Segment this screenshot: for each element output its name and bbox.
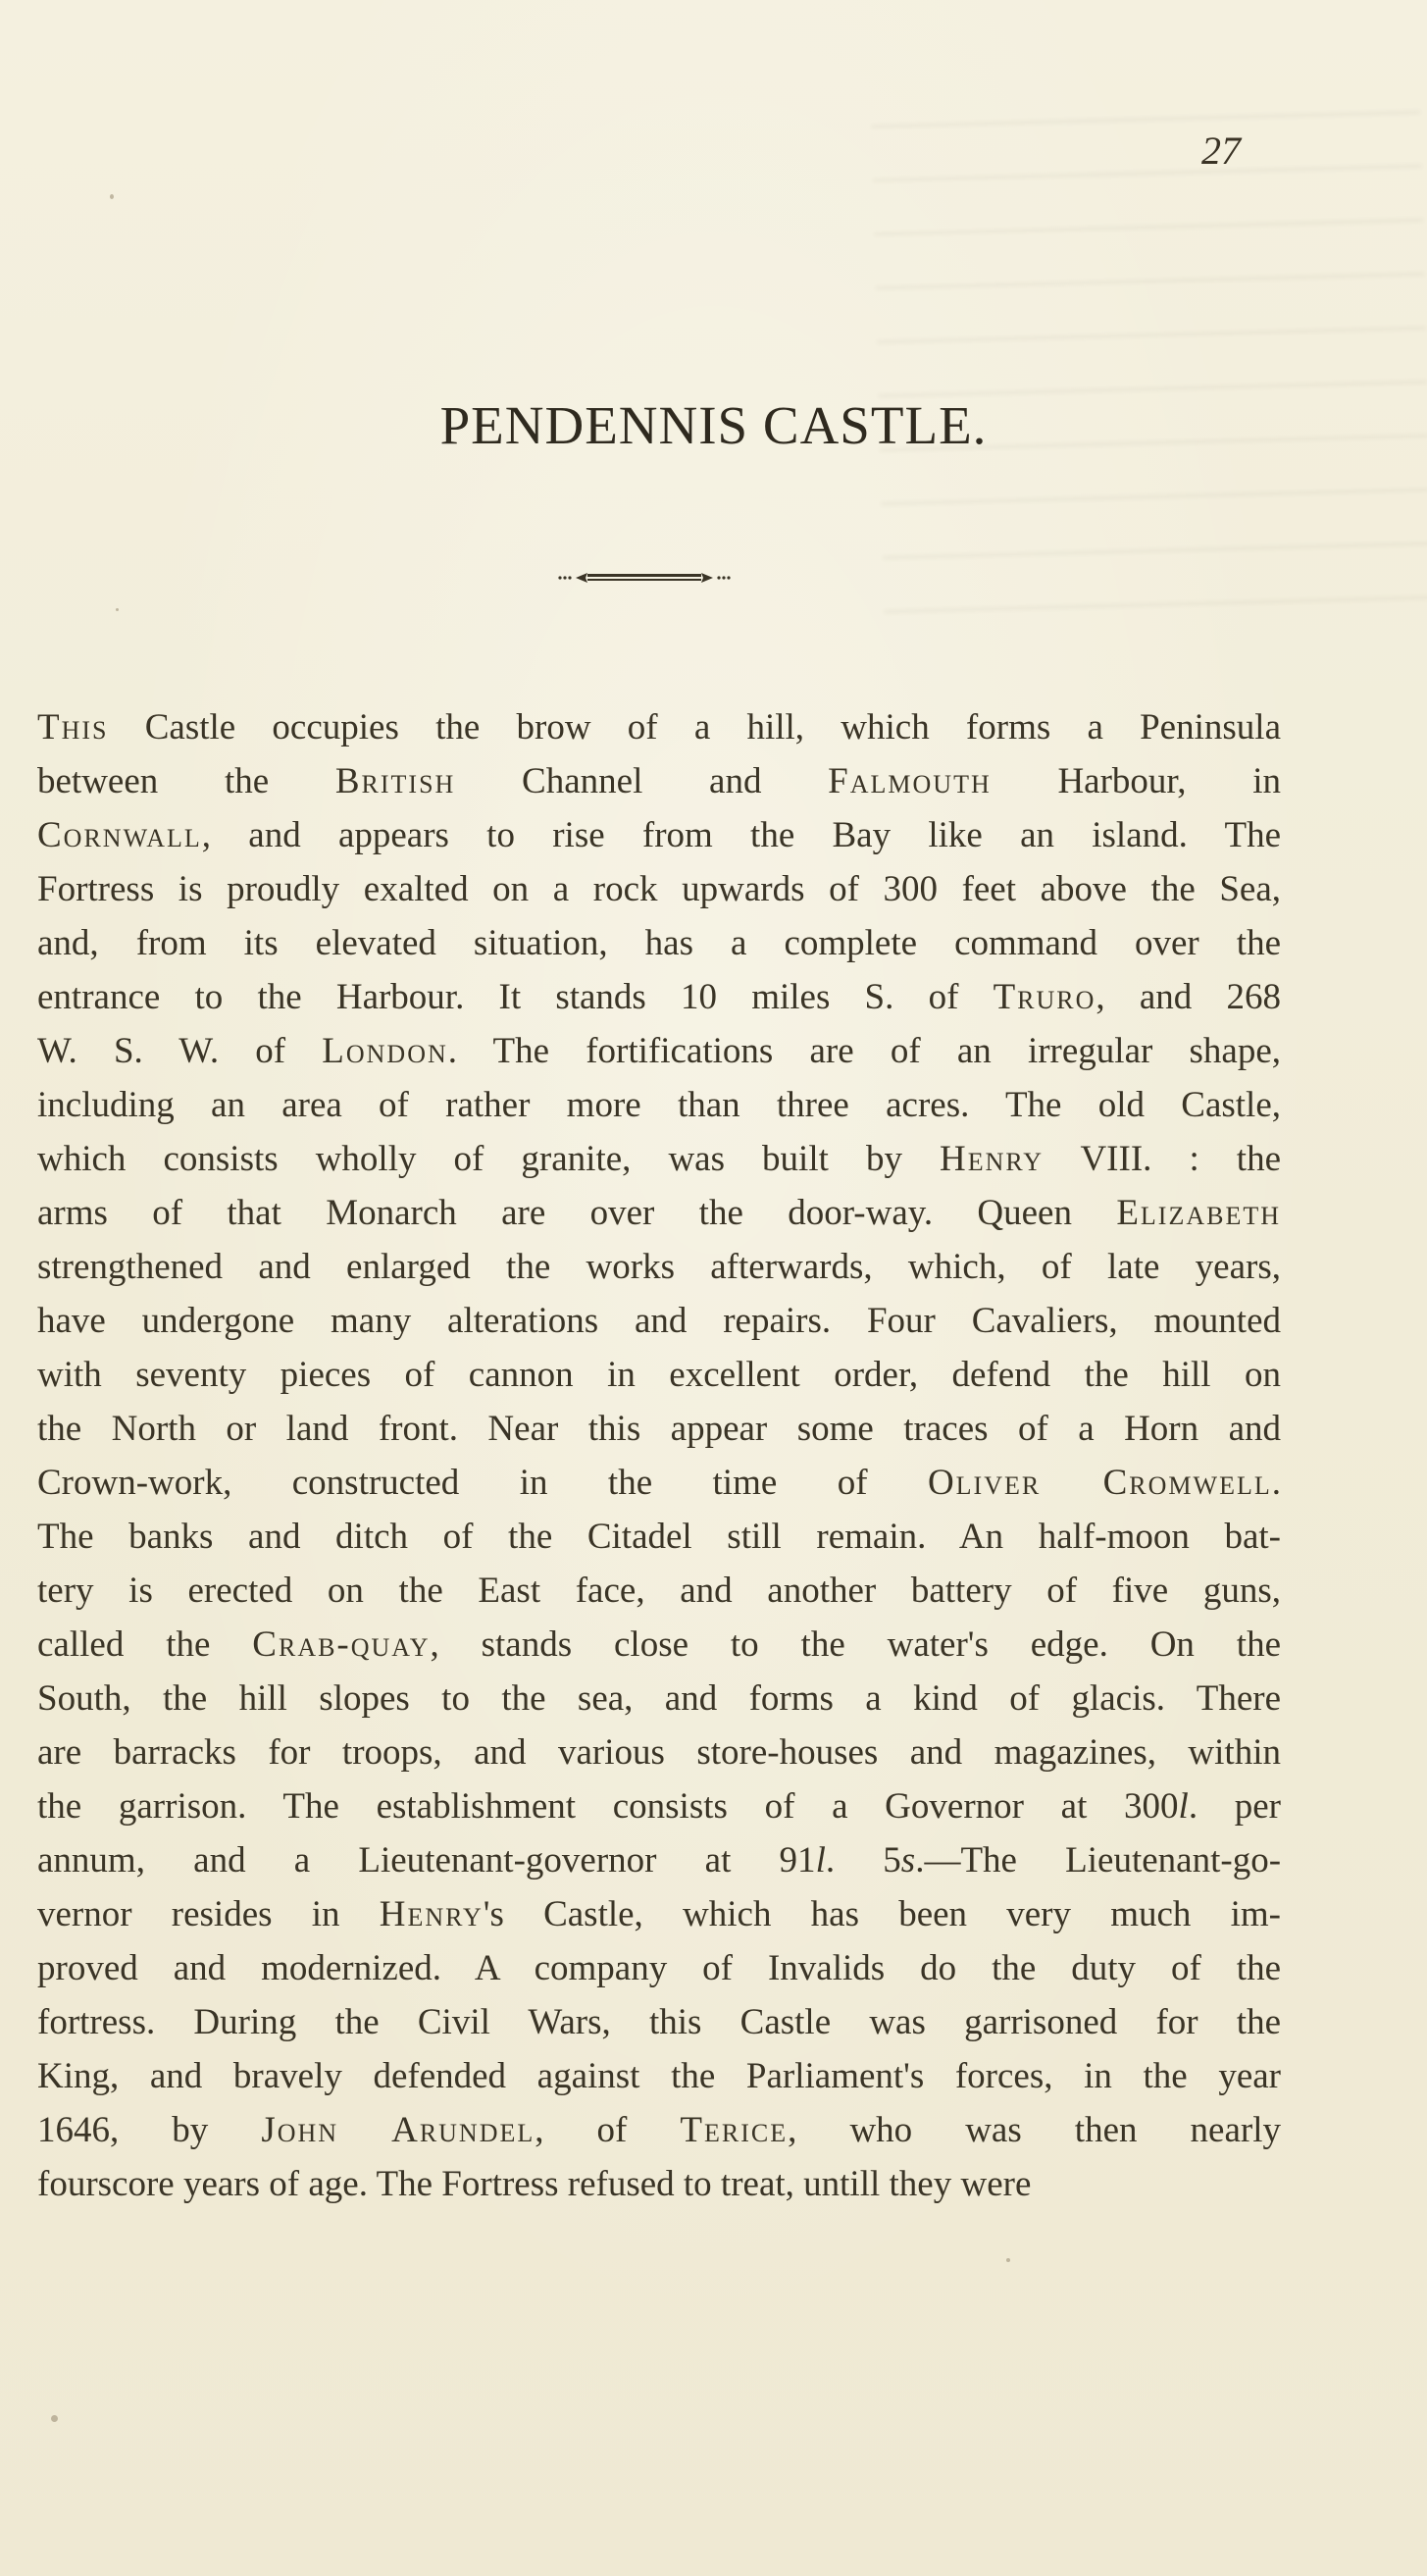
paper-speck: [116, 608, 119, 611]
text-line-19: South, the hill slopes to the sea, and forms a kind of glacis. There: [37, 1678, 1281, 1719]
text-line-24: proved and modernized. A company of Invalids do the duty of the: [37, 1948, 1281, 1988]
text-line-21: the garrison. The establishment consists of a Governor at 300l. per: [37, 1786, 1281, 1827]
text-line-10: arms of that Monarch are over the door-way. Queen Elizabeth: [37, 1193, 1281, 1233]
show-through-bleed: [871, 111, 1427, 635]
text-line-11: strengthened and enlarged the works afterwards, which, of late years,: [37, 1247, 1281, 1287]
text-line-20: are barracks for troops, and various store-houses and magazines, within: [37, 1732, 1281, 1773]
text-line-15: Crown-work, constructed in the time of Oliver Cromwell.: [37, 1463, 1281, 1503]
text-line-27: 1646, by John Arundel, of Terice, who was then nearly: [37, 2110, 1281, 2150]
paper-speck: [51, 2415, 58, 2422]
paper-speck: [110, 194, 114, 199]
text-line-1: This Castle occupies the brow of a hill, which forms a Peninsula: [37, 707, 1281, 747]
page-number: 27: [1201, 129, 1241, 173]
text-line-18: called the Crab-quay, stands close to the water's edge. On the: [37, 1624, 1282, 1665]
paper-speck: [1006, 2258, 1010, 2262]
text-line-22: annum, and a Lieutenant-governor at 91l. 5s.—The Lieutenant-go-: [37, 1840, 1282, 1880]
text-line-9: which consists wholly of granite, was built by Henry VIII. : the: [37, 1139, 1281, 1179]
body-paragraph: [37, 700, 1281, 2211]
text-line-5: and, from its elevated situation, has a complete command over the: [37, 923, 1281, 963]
text-line-8: including an area of rather more than three acres. The old Castle,: [37, 1085, 1281, 1125]
text-line-4: Fortress is proudly exalted on a rock upwards of 300 feet above the Sea,: [37, 869, 1281, 909]
text-line-26: King, and bravely defended against the Parliament's forces, in the year: [37, 2056, 1281, 2096]
text-line-14: the North or land front. Near this appear some traces of a Horn and: [37, 1409, 1281, 1449]
text-line-13: with seventy pieces of cannon in excellent order, defend the hill on: [37, 1355, 1281, 1395]
chapter-title: PENDENNIS CASTLE.: [439, 395, 988, 455]
text-line-25: fortress. During the Civil Wars, this Castle was garrisoned for the: [37, 2002, 1281, 2042]
ornament-divider-icon: [556, 571, 733, 585]
text-line-16: The banks and ditch of the Citadel still remain. An half-moon bat-: [37, 1517, 1281, 1557]
text-line-6: entrance to the Harbour. It stands 10 miles S. of Truro, and 268: [37, 977, 1281, 1017]
text-line-17: tery is erected on the East face, and another battery of five guns,: [37, 1571, 1281, 1611]
text-line-3: Cornwall, and appears to rise from the Bay like an island. The: [37, 815, 1281, 855]
text-line-28: fourscore years of age. The Fortress refused to treat, untill they were: [37, 2164, 1032, 2204]
text-line-23: vernor resides in Henry's Castle, which has been very much im-: [37, 1894, 1281, 1934]
text-line-7: W. S. W. of London. The fortifications are of an irregular shape,: [37, 1031, 1281, 1071]
text-line-12: have undergone many alterations and repairs. Four Cavaliers, mounted: [37, 1301, 1281, 1341]
text-line-2: between the British Channel and Falmouth Harbour, in: [37, 761, 1281, 801]
